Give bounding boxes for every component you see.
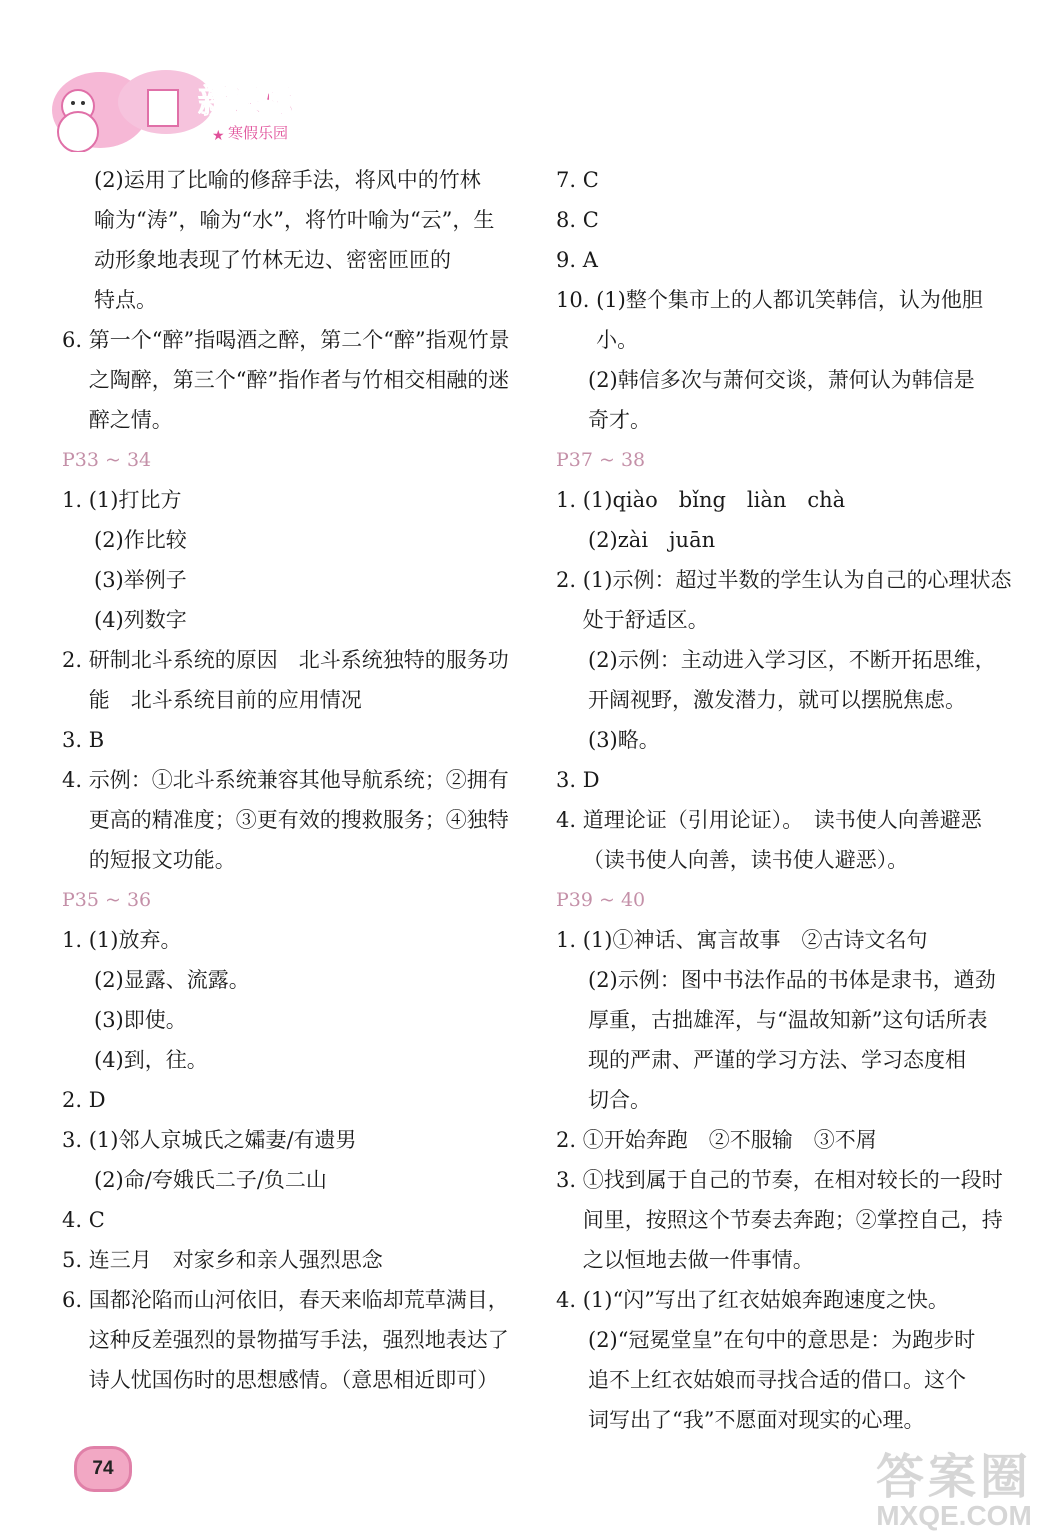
answer-item: [62, 1280, 524, 1400]
answer-text: B: [88, 728, 105, 752]
answer-item: [556, 1160, 1016, 1280]
answer-number: 9.: [556, 248, 583, 272]
answer-text: ①开始奔跑 ②不服输 ③不屑: [582, 1128, 877, 1152]
answer-text: C: [582, 208, 599, 232]
answer-text: 研制北斗系统的原因 北斗系统独特的服务功能 北斗系统目前的应用情况: [88, 648, 509, 712]
answer-item: [62, 480, 524, 520]
logo-title: 新课标: [198, 82, 295, 120]
answer-item: [62, 1200, 524, 1240]
answer-item: [556, 920, 1016, 960]
answer-line: (2)命/夸娥氏二子/负二山: [94, 1168, 327, 1192]
answer-line: (4)到，往。: [94, 1048, 208, 1072]
answer-line: (2)作比较: [94, 528, 187, 552]
answer-line: (3)略。: [588, 728, 660, 752]
section-heading: P37 ~ 38: [556, 449, 646, 471]
answer-text: D: [582, 768, 600, 792]
answer-number: 6.: [62, 1288, 89, 1312]
star-icon: ★: [212, 128, 225, 144]
answer-number: 4.: [556, 808, 583, 832]
answer-number: 10.: [556, 288, 597, 312]
answer-line: (2)示例：图中书法作品的书体是隶书，遒劲: [588, 968, 996, 992]
answer-text: D: [88, 1088, 106, 1112]
answer-text: (1)“闪”写出了红衣姑娘奔跑速度之快。: [582, 1288, 949, 1312]
section-heading: P39 ~ 40: [556, 889, 646, 911]
answer-text: (1)①神话、寓言故事 ②古诗文名句: [582, 928, 928, 952]
answer-item: [62, 1240, 524, 1280]
answer-number: 3.: [62, 728, 89, 752]
answer-item: [62, 320, 524, 440]
answer-text: 国都沦陷而山河依旧，春天来临却荒草满目，这种反差强烈的景物描写手法，强烈地表达了诗人忧国伤时的思想感情。（意思相近即可）: [88, 1288, 509, 1392]
answer-line: 奇才。: [588, 408, 651, 432]
answer-line: 动形象地表现了竹林无边、密密匝匝的: [94, 248, 451, 272]
answer-item: [556, 160, 1016, 200]
answer-line: (4)列数字: [94, 608, 187, 632]
answer-item: [556, 760, 1016, 800]
answer-item: [62, 720, 524, 760]
answer-text: C: [88, 1208, 105, 1232]
answer-line: (3)举例子: [94, 568, 187, 592]
answer-item: [556, 200, 1016, 240]
answer-item: [556, 240, 1016, 280]
answer-line: (2)韩信多次与萧何交谈，萧何认为韩信是: [588, 368, 975, 392]
answer-item: [556, 1280, 1016, 1320]
watermark: [875, 1451, 1032, 1531]
answer-text: 示例：①北斗系统兼容其他导航系统；②拥有更高的精准度；③更有效的搜救服务；④独特的短报文功能。: [88, 768, 509, 872]
answer-item: [556, 800, 1016, 880]
answer-item: [556, 480, 1016, 520]
answer-number: 2.: [62, 1088, 89, 1112]
answer-text: (1)整个集市上的人都讥笑韩信，认为他胆小。: [596, 288, 983, 352]
answer-number: 3.: [556, 768, 583, 792]
answer-line: 追不上红衣姑娘而寻找合适的借口。这个: [588, 1368, 966, 1392]
answer-text: (1)qiào bǐng liàn chà: [582, 488, 846, 512]
answer-line: 特点。: [94, 288, 157, 312]
answer-item: [556, 280, 1016, 360]
answer-number: 2.: [62, 648, 89, 672]
answer-item: [62, 920, 524, 960]
answer-number: 8.: [556, 208, 583, 232]
answer-text: 道理论证（引用论证）。 读书使人向善避恶（读书使人向善，读书使人避恶）。: [582, 808, 982, 872]
answer-line: 厚重，古拙雄浑，与“温故知新”这句话所表: [588, 1008, 988, 1032]
answer-text: C: [582, 168, 599, 192]
answer-number: 4.: [556, 1288, 583, 1312]
answer-number: 6.: [62, 328, 89, 352]
answer-number: 3.: [556, 1168, 583, 1192]
answer-text: ①找到属于自己的节奏，在相对较长的一段时间里，按照这个节奏去奔跑；②掌控自己，持之以恒地去做一件事情。: [582, 1168, 1003, 1272]
answer-number: 4.: [62, 1208, 89, 1232]
answer-number: 5.: [62, 1248, 89, 1272]
right-column: [556, 160, 1016, 1440]
answer-number: 3.: [62, 1128, 89, 1152]
answer-text: (1)放弃。: [88, 928, 182, 952]
answer-item: [62, 640, 524, 720]
answer-line: 词写出了“我”不愿面对现实的心理。: [588, 1408, 925, 1432]
answer-item: [62, 760, 524, 880]
answer-number: 4.: [62, 768, 89, 792]
answer-line: (2)示例：主动进入学习区，不断开拓思维，: [588, 648, 996, 672]
answer-line: (2)运用了比喻的修辞手法，将风中的竹林: [94, 168, 481, 192]
left-column: [62, 160, 524, 1400]
answer-text: (1)打比方: [88, 488, 182, 512]
answer-number: 1.: [62, 928, 89, 952]
answer-line: (2)zài juān: [588, 528, 716, 552]
answer-line: (2)“冠冕堂皇”在句中的意思是：为跑步时: [588, 1328, 976, 1352]
logo-graphic: [48, 60, 318, 152]
watermark-url: MXQE.COM: [876, 1500, 1032, 1531]
answer-number: 1.: [62, 488, 89, 512]
answer-item: [62, 1080, 524, 1120]
answer-number: 1.: [556, 928, 583, 952]
answer-text: (1)邻人京城氏之孀妻/有遗男: [88, 1128, 357, 1152]
page-number: 74: [74, 1446, 132, 1492]
answer-line: 喻为“涛”，喻为“水”，将竹叶喻为“云”，生: [94, 208, 495, 232]
section-heading: P33 ~ 34: [62, 449, 152, 471]
answer-number: 2.: [556, 1128, 583, 1152]
answer-item: [62, 1120, 524, 1160]
answer-item: [556, 1120, 1016, 1160]
answer-line: (2)显露、流露。: [94, 968, 250, 992]
watermark-logo-text: 答案圈: [875, 1451, 1032, 1504]
answer-text: (1)示例：超过半数的学生认为自己的心理状态处于舒适区。: [582, 568, 1012, 632]
answer-number: 7.: [556, 168, 583, 192]
answer-number: 2.: [556, 568, 583, 592]
answer-text: 第一个“醉”指喝酒之醉，第二个“醉”指观竹景之陶醉，第三个“醉”指作者与竹相交相融的迷醉之情。: [88, 328, 510, 432]
brand-logo: [48, 60, 318, 152]
answer-item: [556, 560, 1016, 640]
answer-line: (3)即使。: [94, 1008, 187, 1032]
answer-line: 开阔视野，激发潜力，就可以摆脱焦虑。: [588, 688, 966, 712]
answer-text: A: [582, 248, 598, 272]
answer-number: 1.: [556, 488, 583, 512]
answer-text: 连三月 对家乡和亲人强烈思念: [88, 1248, 383, 1272]
logo-subtitle: 寒假乐园: [228, 124, 289, 142]
answer-line: 现的严肃、严谨的学习方法、学习态度相: [588, 1048, 966, 1072]
section-heading: P35 ~ 36: [62, 889, 152, 911]
answer-line: 切合。: [588, 1088, 651, 1112]
